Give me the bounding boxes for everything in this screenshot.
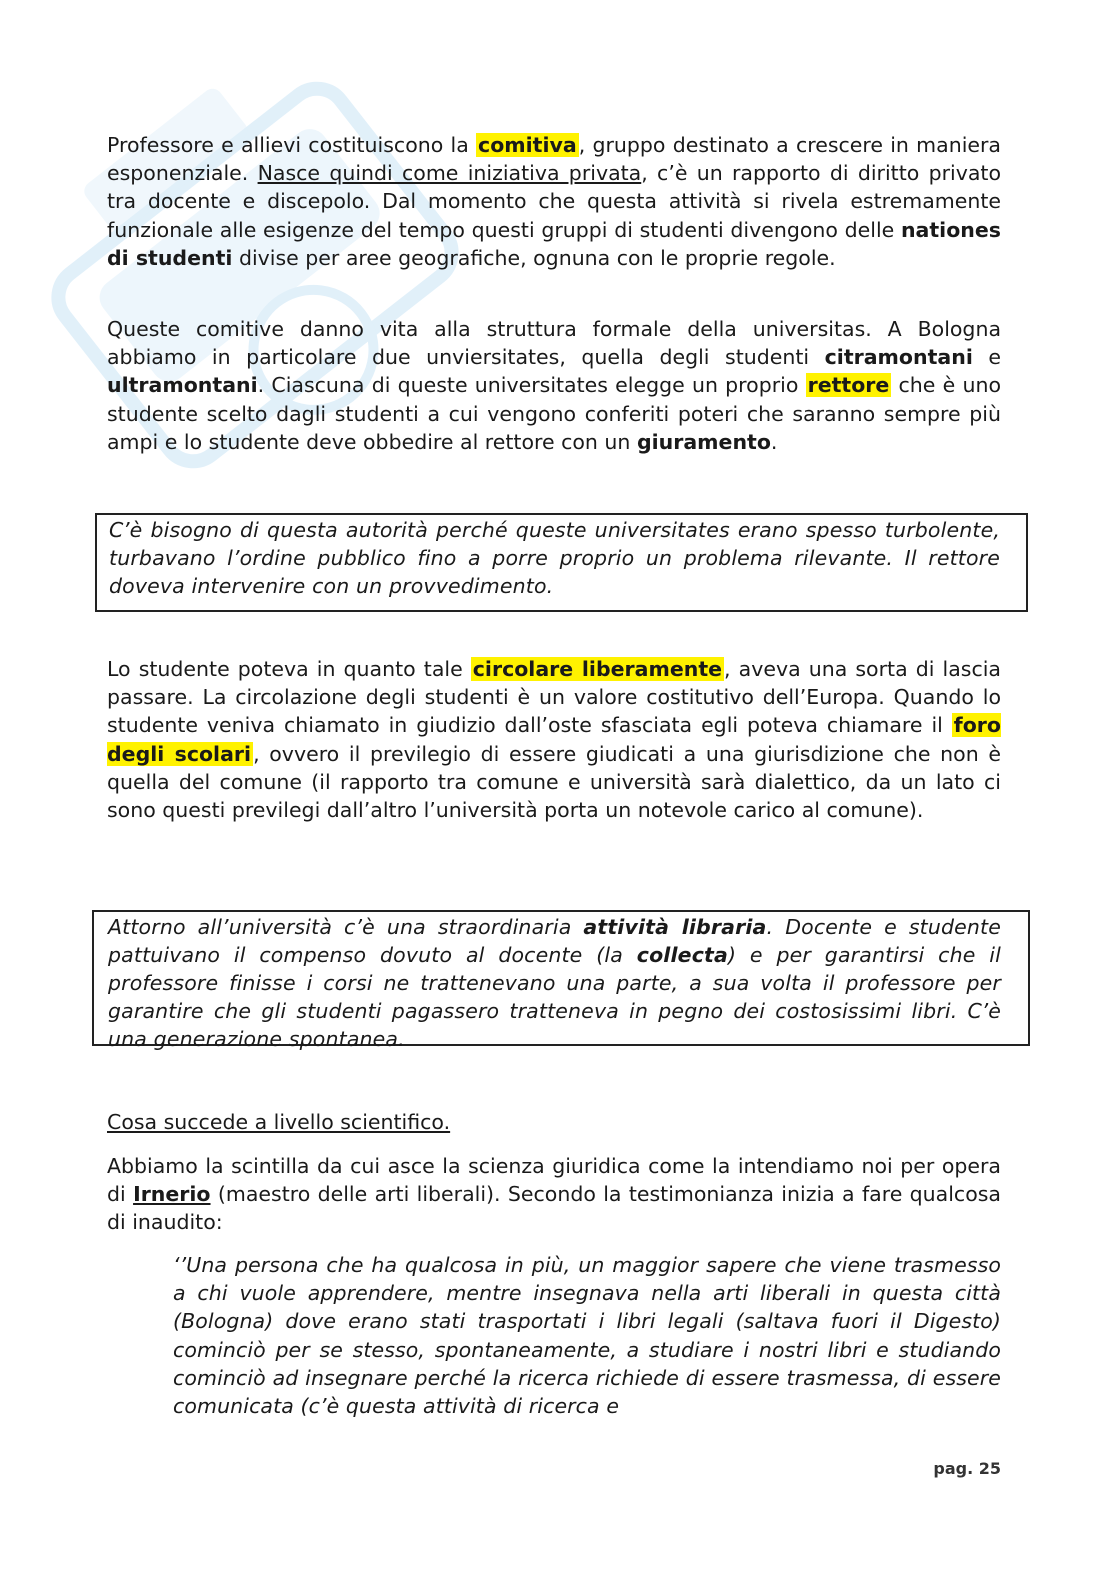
quote-block: ‘’Una persona che ha qualcosa in più, un maggior sapere che viene trasmesso a chi vuole apprendere, mentre insegnava nella arti liberali in questa città (Bologna) dove erano stati trasportati i libri legali (saltava fuori il Digesto) cominciò per se stesso, spontaneamente, a studiare i nostri libri e studiando cominciò ad insegnare perché la ricerca richiede di essere trasmessa, di essere comunicata (c’è questa attività di ricerca e: [173, 1253, 1001, 1419]
highlight-circolare: circolare liberamente: [472, 657, 723, 681]
paragraph-circolazione: Lo studente poteva in quanto tale circolare liberamente, aveva una sorta di lascia passare. La circolazione degli studenti è un valore costitutivo dell’Europa. Quando lo studente veniva chiamato in giudizio dall’oste sfasciata egli poteva chiamare il foro degli scolari, ovvero il previlegio di essere giudicati a una giurisdizione che non è quella del comune (il rapporto tra comune e università sarà dialettico, da un lato ci sono questi previlegi dall’altro l’università porta un notevole carico al comune).: [107, 657, 1001, 823]
highlight-rettore: rettore: [807, 373, 890, 398]
paragraph-irnerio: Abbiamo la scintilla da cui asce la scienza giuridica come la intendiamo noi per opera di Irnerio (maestro delle arti liberali). Secondo la testimonianza inizia a fare qualcosa di inaudito:: [107, 1154, 1001, 1235]
note-box-text: Attorno all’università c’è una straordinaria attività libraria. Docente e studente pattuivano il compenso dovuto al docente (la collecta) e per garantirsi che il professore finisse i corsi ne trattenevano una parte, a sua volta il professore per garantire che gli studenti pagassero tratteneva in pegno dei costosissimi libri. C’è una generazione spontanea.: [108, 915, 1002, 1051]
note-box-text: C’è bisogno di questa autorità perché queste universitates erano spesso turbolente, turbavano l’ordine pubblico fino a porre proprio un problema rilevante. Il rettore doveva intervenire con un provvedimento.: [109, 518, 1000, 598]
note-box-libraria: [92, 910, 1030, 1051]
highlight-comitiva: comitiva: [478, 133, 577, 157]
section-heading: Cosa succede a livello scientifico.: [107, 1110, 451, 1134]
paragraph-comitiva: Professore e allievi costituiscono la comitiva, gruppo destinato a crescere in maniera esponenziale. Nasce quindi come iniziativa privata, c’è un rapporto di diritto privato tra docente e discepolo. Dal momento che questa attività si rivela estremamente funzionale alle esigenze del tempo questi gruppi di studenti divengono delle nationes di studenti divise per aree geografiche, ognuna con le proprie regole.: [107, 133, 1001, 270]
irnerio-name: Irnerio: [133, 1182, 211, 1207]
page-number: pag. 25: [933, 1459, 1001, 1478]
underlined-phrase: Nasce quindi come iniziativa privata: [257, 161, 642, 186]
note-box-autorita: [95, 513, 1028, 612]
paragraph-universitas: Queste comitive danno vita alla struttura formale della universitas. A Bologna abbiamo in particolare due unviersitates, quella degli studenti citramontani e ultramontani. Ciascuna di queste universitates elegge un proprio rettore che è uno studente scelto dagli studenti a cui vengono conferiti poteri che saranno sempre più ampi e lo studente deve obbedire al rettore con un giuramento.: [107, 317, 1002, 454]
highlight-foro: foro degli scolari: [107, 713, 1001, 766]
